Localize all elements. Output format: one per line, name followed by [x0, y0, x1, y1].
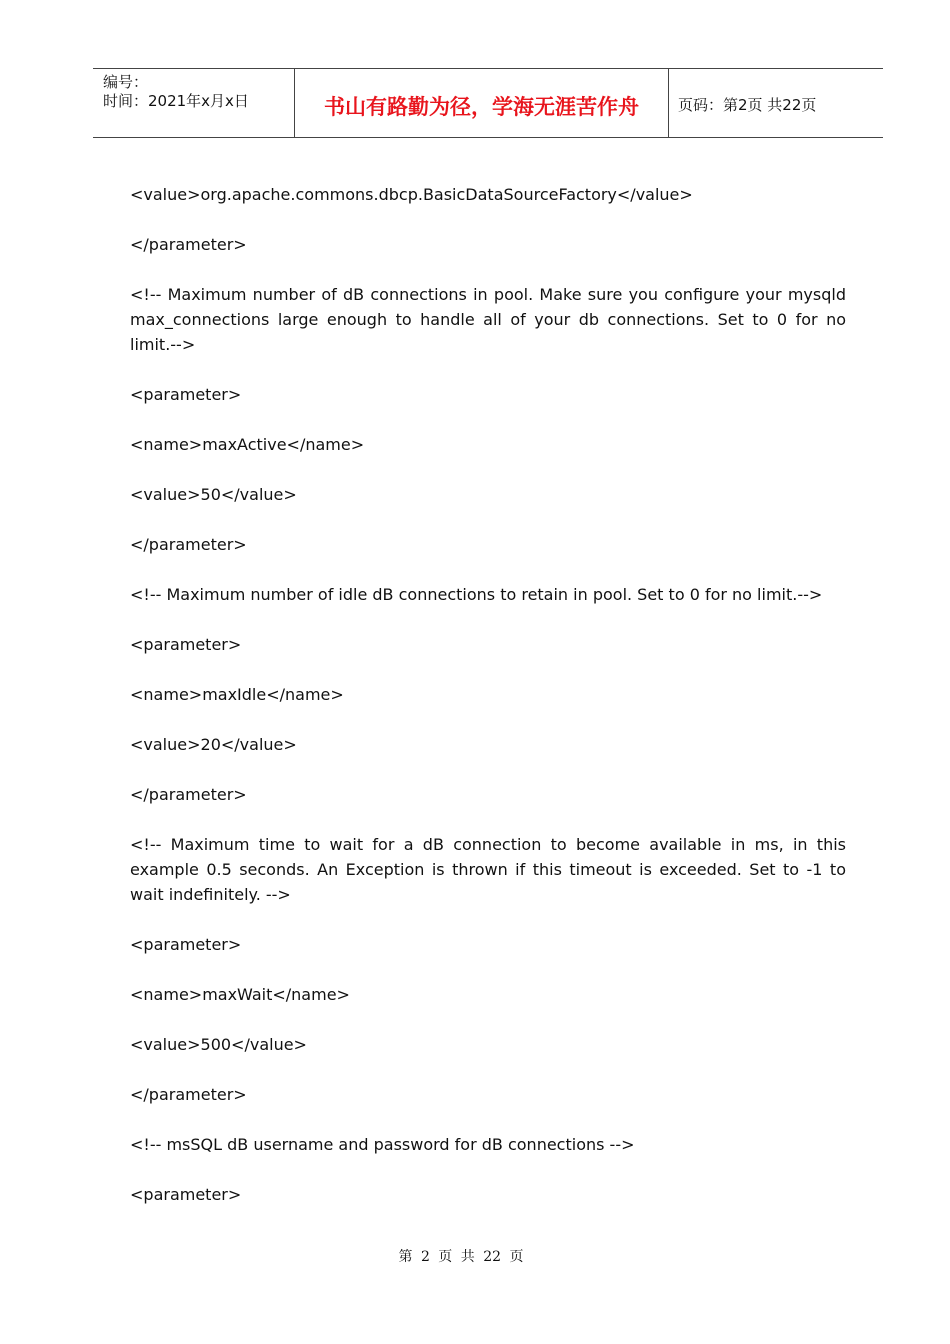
code-line: <value>500</value>	[130, 1035, 307, 1054]
code-comment: <!-- Maximum number of dB connections in pool. Make sure you configure your mysqld max_connections large enough to handle all of your db connections. Set to 0 for no limit.-->	[130, 285, 846, 354]
header-page-label: 页码：第2页 共22页	[678, 96, 817, 114]
page-header	[93, 68, 883, 138]
code-line: </parameter>	[130, 785, 247, 804]
document-body	[130, 182, 846, 1232]
code-line: <name>maxActive</name>	[130, 435, 365, 454]
code-line: <parameter>	[130, 385, 242, 404]
header-left-cell	[93, 69, 294, 137]
document-number-label: 编号：	[103, 73, 149, 91]
code-comment: <!-- Maximum number of idle dB connections to retain in pool. Set to 0 for no limit.-->	[130, 585, 823, 604]
code-line: <value>50</value>	[130, 485, 297, 504]
header-motto-cell	[294, 69, 669, 137]
header-motto: 书山有路勤为径，学海无涯苦作舟	[324, 94, 639, 119]
code-line: <value>20</value>	[130, 735, 297, 754]
code-comment: <!-- Maximum time to wait for a dB connection to become available in ms, in this example 0.5 seconds. An Exception is thrown if this timeout is exceeded. Set to -1 to wait indefinitely. -->	[130, 835, 846, 904]
header-page-cell	[668, 69, 883, 137]
code-line: </parameter>	[130, 235, 247, 254]
code-line: </parameter>	[130, 1085, 247, 1104]
document-time-label: 时间：2021年x月x日	[103, 92, 249, 110]
page-footer	[0, 1246, 950, 1266]
code-line: <value>org.apache.commons.dbcp.BasicDataSourceFactory</value>	[130, 185, 693, 204]
code-line: <name>maxWait</name>	[130, 985, 350, 1004]
footer-page-number: 第 2 页 共 22 页	[398, 1249, 524, 1265]
code-comment: <!-- msSQL dB username and password for dB connections -->	[130, 1135, 635, 1154]
code-line: <parameter>	[130, 1185, 242, 1204]
code-line: <parameter>	[130, 635, 242, 654]
code-line: <parameter>	[130, 935, 242, 954]
code-line: <name>maxIdle</name>	[130, 685, 344, 704]
code-line: </parameter>	[130, 535, 247, 554]
